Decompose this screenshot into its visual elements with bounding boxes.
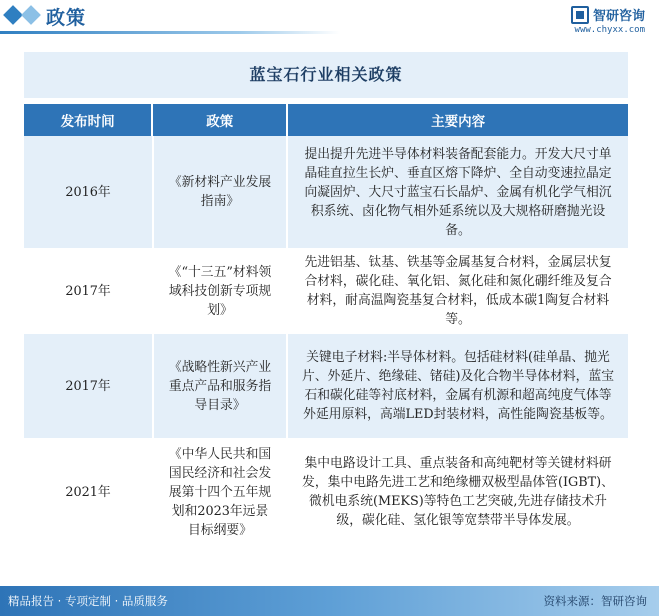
diamond-icon <box>3 5 23 25</box>
brand-name: 智研咨询 <box>592 9 645 24</box>
cell-content: 关键电子材料:半导体材料。包括硅材料(硅单晶、抛光片、外延片、绝缘硅、锗硅)及化合物半导体材料，蓝宝石和碳化硅等衬底材料，金属有机源和超高纯度气体等外延用原料，高端LED封装材料，高性能陶瓷基板等。 <box>286 334 628 438</box>
column-header-content: 主要内容 <box>286 104 628 136</box>
table-header <box>24 104 628 136</box>
cell-policy: 《新材料产业发展指南》 <box>152 136 286 248</box>
cell-date: 2017年 <box>24 334 152 438</box>
cell-policy: 《中华人民共和国国民经济和社会发展第十四个五年规划和2023年远景目标纲要》 <box>152 440 286 544</box>
table-row <box>24 334 628 438</box>
title-underline <box>0 31 340 34</box>
section-title: 政策 <box>46 7 87 29</box>
column-header-policy: 政策 <box>151 104 286 136</box>
cell-policy: 《“十三五”材料领域科技创新专项规划》 <box>152 250 286 332</box>
cell-policy: 《战略性新兴产业重点产品和服务指导目录》 <box>152 334 286 438</box>
brand-icon <box>571 6 589 24</box>
cell-date: 2016年 <box>24 136 152 248</box>
data-source: 资料来源：智研咨询 <box>543 594 647 608</box>
cell-content: 提出提升先进半导体材料装备配套能力。开发大尺寸单晶硅直拉生长炉、垂直区熔下降炉、全自动变速拉晶定向凝固炉、大尺寸蓝宝石长晶炉、金属有机化学气相沉积系统、卤化物气相外延系统以及大规格研磨抛光设备。 <box>286 136 628 248</box>
table-row <box>24 250 628 332</box>
policy-table-card <box>24 52 628 576</box>
header-bar <box>0 0 659 34</box>
cell-content: 先进铝基、钛基、铁基等金属基复合材料，金属层状复合材料，碳化硅、氧化铝、氮化硅和氮化硼纤维及复合材料，耐高温陶瓷基复合材料，低成本碳1陶复合材料等。 <box>286 250 628 332</box>
footer-bar <box>0 586 659 616</box>
diamond-icon <box>21 5 41 25</box>
cell-date: 2017年 <box>65 283 111 299</box>
cell-date: 2021年 <box>65 484 111 500</box>
table-row <box>24 440 628 544</box>
column-header-date: 发布时间 <box>60 114 115 130</box>
cell-content: 集中电路设计工具、重点装备和高纯靶材等关键材料研发，集中电路先进工艺和绝缘栅双极型晶体管(IGBT)、微机电系统(MEKS)等特色工艺突破,先进存储技术升级，碳化硅、氢化银等宽禁带半导体发展。 <box>286 440 628 544</box>
brand-logo <box>571 4 645 35</box>
footer-tagline: 精品报告 · 专项定制 · 品质服务 <box>8 594 168 608</box>
table-row <box>24 136 628 248</box>
table-title: 蓝宝石行业相关政策 <box>24 52 628 98</box>
brand-url: www.chyxx.com <box>574 25 645 35</box>
